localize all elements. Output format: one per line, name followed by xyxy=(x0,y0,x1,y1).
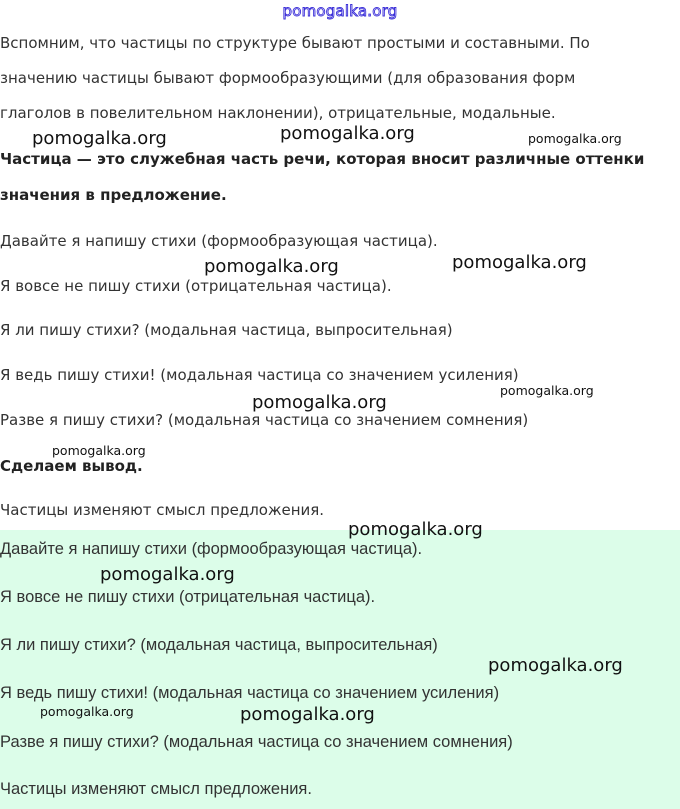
watermark: pomogalka.org xyxy=(348,519,483,540)
paragraph-line: Вспомним, что частицы по структуре бывают простыми и составными. По xyxy=(0,34,590,52)
answer-line: Частицы изменяют смысл предложения. xyxy=(0,780,312,798)
definition-line: значения в предложение. xyxy=(0,186,227,204)
watermark: pomogalka.org xyxy=(452,252,587,273)
watermark: pomogalka.org xyxy=(252,392,387,413)
watermark: pomogalka.org xyxy=(204,256,339,277)
watermark: pomogalka.org xyxy=(280,123,415,144)
paragraph-line: глаголов в повелительном наклонении), отрицательные, модальные. xyxy=(0,104,556,122)
example-line: Давайте я напишу стихи (формообразующая частица). xyxy=(0,232,438,250)
conclusion-heading: Сделаем вывод. xyxy=(0,457,143,475)
watermark: pomogalka.org xyxy=(500,383,594,398)
answer-line: Я вовсе не пишу стихи (отрицательная частица). xyxy=(0,588,376,606)
definition-line: Частица — это служебная часть речи, которая вносит различные оттенки xyxy=(0,150,645,168)
answer-line: Я ведь пишу стихи! (модальная частица со значением усиления) xyxy=(0,684,500,702)
answer-line: Разве я пишу стихи? (модальная частица со значением сомнения) xyxy=(0,733,513,751)
watermark: pomogalka.org xyxy=(488,655,623,676)
conclusion-text: Частицы изменяют смысл предложения. xyxy=(0,501,325,519)
example-line: Я ведь пишу стихи! (модальная частица со значением усиления) xyxy=(0,366,519,384)
answer-line: Давайте я напишу стихи (формообразующая частица). xyxy=(0,540,423,558)
example-line: Я вовсе не пишу стихи (отрицательная частица). xyxy=(0,277,392,295)
watermark: pomogalka.org xyxy=(100,564,235,585)
example-line: Я ли пишу стихи? (модальная частица, выпросительная) xyxy=(0,321,453,339)
watermark: pomogalka.org xyxy=(52,443,146,458)
watermark: pomogalka.org xyxy=(240,704,375,725)
watermark: pomogalka.org xyxy=(528,131,622,146)
example-line: Разве я пишу стихи? (модальная частица со значением сомнения) xyxy=(0,411,529,429)
watermark-header: pomogalka.org xyxy=(282,2,398,20)
answer-line: Я ли пишу стихи? (модальная частица, выпросительная) xyxy=(0,636,438,654)
watermark: pomogalka.org xyxy=(32,128,167,149)
paragraph-line: значению частицы бывают формообразующими (для образования форм xyxy=(0,69,576,87)
watermark: pomogalka.org xyxy=(40,704,134,719)
